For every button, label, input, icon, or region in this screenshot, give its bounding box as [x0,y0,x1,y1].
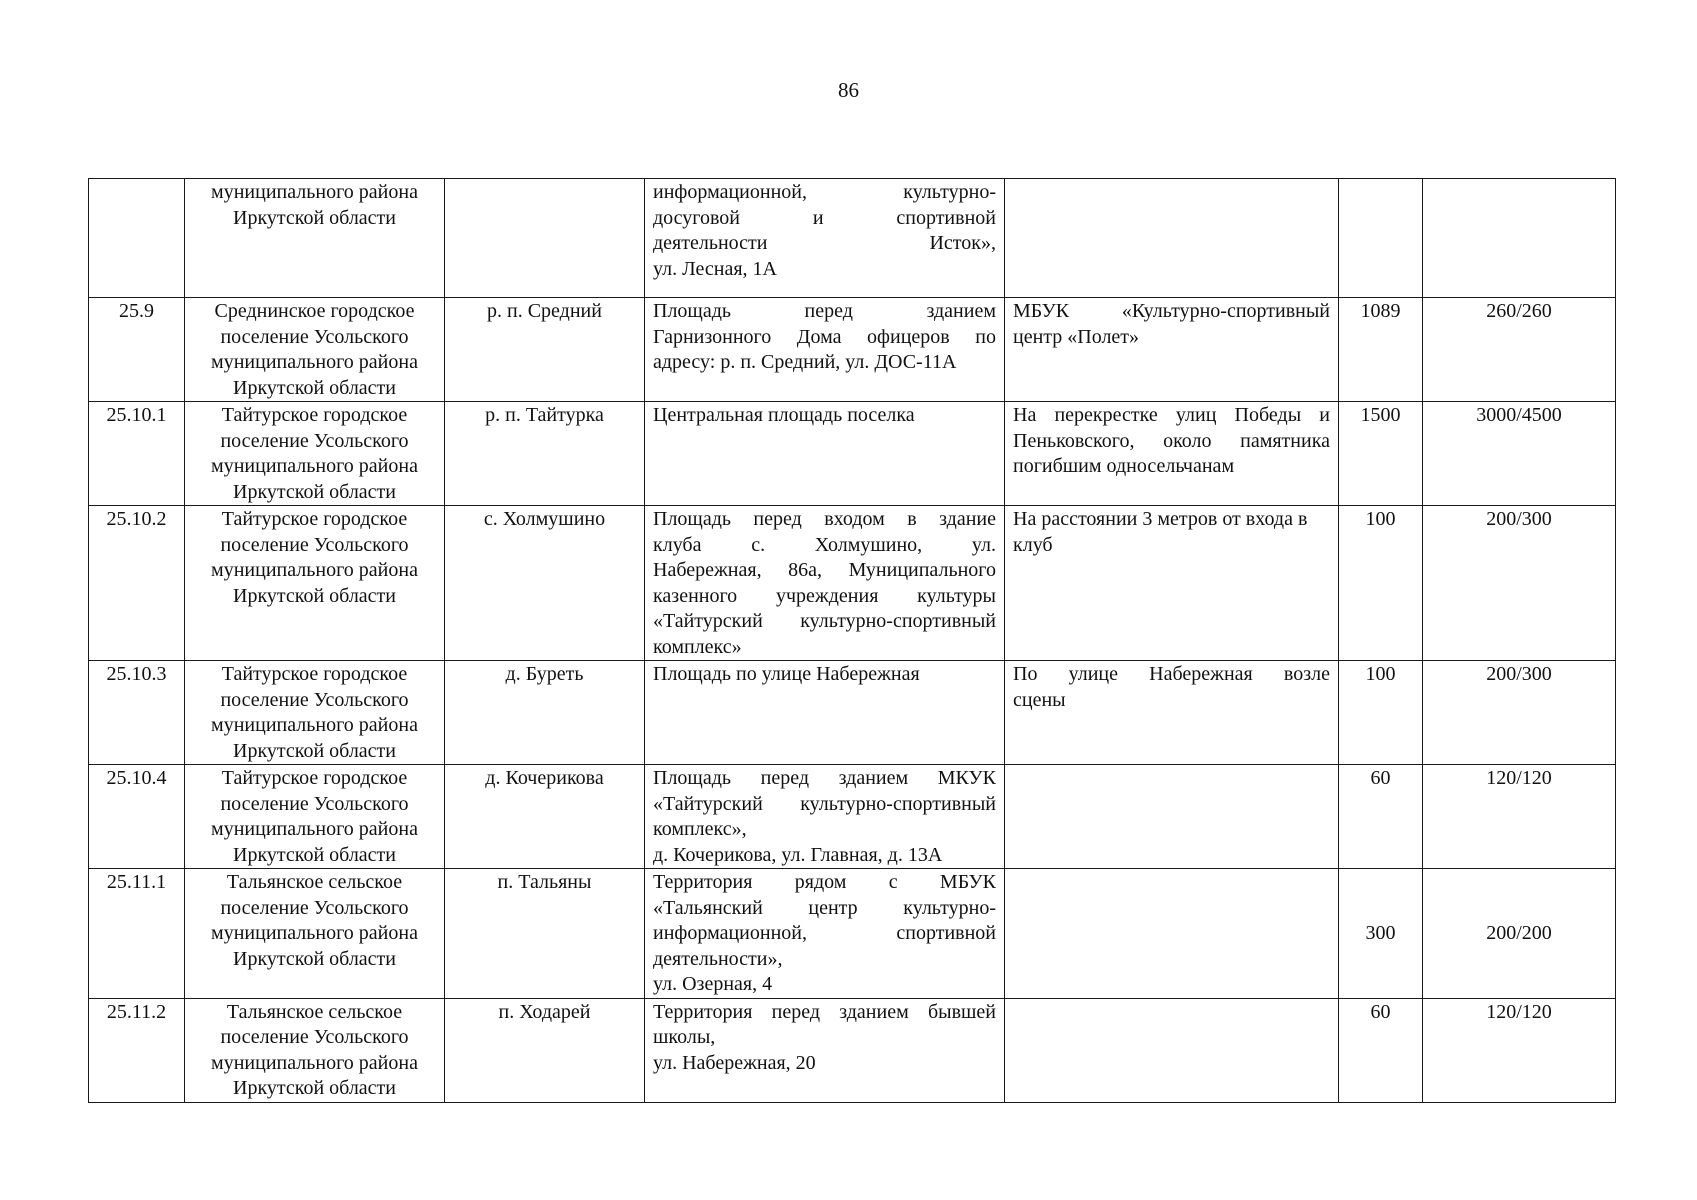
settlement-cell [185,298,445,402]
capacity-cell: 200/300 [1423,506,1616,661]
place-line: Площадь перед входом в здание [653,508,996,530]
locality-cell: д. Кочерикова [445,765,645,869]
place-cell [645,179,1005,298]
location-line: клуб [1013,533,1053,556]
area-cell: 100 [1339,506,1423,661]
settlement-line: муниципального района [211,1051,418,1074]
location-line: центр «Полет» [1013,325,1140,348]
row-number-cell [89,179,185,298]
locality-cell: р. п. Тайтурка [445,402,645,506]
settlement-line: муниципального района [211,455,418,477]
settlement-line: поселение Усольского [220,1026,409,1048]
row-number-cell: 25.9 [89,298,185,402]
location-cell [1005,179,1339,298]
settlement-line: Тайтурское городское [221,663,408,685]
place-line: деятельности Исток», [653,232,996,254]
location-line: По улице Набережная возле [1013,663,1330,685]
location-cell [1005,506,1339,661]
place-line: школы, [653,1026,716,1048]
settlement-line: муниципального района [211,181,418,203]
location-line: На расстоянии 3 метров от входа в [1013,508,1308,530]
place-line: Площадь перед зданием МКУК [653,767,996,789]
settlement-line: Тайтурское городское [221,404,408,426]
settlement-line: поселение Усольского [220,429,409,452]
table-row [89,298,1616,402]
settlement-line: Тайтурское городское [221,767,408,789]
locality-cell: п. Ходарей [445,998,645,1102]
place-line: «Тальянский центр культурно- [653,896,996,919]
place-cell [645,506,1005,661]
row-number-cell: 25.10.2 [89,506,185,661]
area-cell: 60 [1339,998,1423,1102]
place-line: Набережная, 86а, Муниципального [653,559,996,581]
place-line: адресу: р. п. Средний, ул. ДОС-11А [653,351,957,373]
location-line: сцены [1013,688,1066,711]
settlement-line: муниципального района [211,818,418,840]
place-line: ул. Набережная, 20 [653,1051,816,1074]
settlement-line: муниципального района [211,922,418,944]
place-line: комплекс» [653,635,742,658]
settlement-cell [185,661,445,765]
location-line: погибшим односельчанам [1013,455,1235,477]
place-line: ул. Озерная, 4 [653,973,773,995]
settlement-cell [185,869,445,999]
table-row [89,998,1616,1102]
table-row [89,765,1616,869]
location-cell [1005,402,1339,506]
place-cell [645,298,1005,402]
row-number-cell: 25.11.1 [89,869,185,999]
location-line: МБУК «Культурно-спортивный [1013,300,1330,322]
capacity-cell: 260/260 [1423,298,1616,402]
location-line: На перекрестке улиц Победы и [1013,404,1330,426]
table-row [89,661,1616,765]
settlement-line: поселение Усольского [220,533,409,556]
settlement-cell [185,179,445,298]
location-cell [1005,298,1339,402]
capacity-cell: 200/300 [1423,661,1616,765]
locality-cell: д. Буреть [445,661,645,765]
settlement-line: Тайтурское городское [221,508,408,530]
place-line: Центральная площадь поселка [653,404,915,426]
area-cell [1339,179,1423,298]
settlement-cell [185,402,445,506]
place-line: клуба с. Холмушино, ул. [653,533,996,556]
row-number-cell: 25.11.2 [89,998,185,1102]
place-line: «Тайтурский культурно-спортивный [653,792,996,815]
location-cell [1005,661,1339,765]
settlement-line: Тальянское сельское [226,871,403,893]
place-line: Территория перед зданием бывшей [653,1000,996,1023]
area-cell: 1500 [1339,402,1423,506]
settlement-line: Иркутской области [233,584,396,607]
place-line: информационной, культурно- [653,181,996,203]
capacity-cell [1423,179,1616,298]
table-row [89,869,1616,999]
table-row [89,179,1616,298]
capacity-cell: 120/120 [1423,765,1616,869]
settlement-line: Иркутской области [233,206,396,229]
settlement-line: муниципального района [211,351,418,373]
place-line: д. Кочерикова, ул. Главная, д. 13А [653,843,943,866]
settlement-line: Тальянское сельское [226,1000,403,1023]
settlement-line: муниципального района [211,559,418,581]
settlement-line: муниципального района [211,714,418,736]
capacity-cell: 120/120 [1423,998,1616,1102]
capacity-cell: 200/200 [1423,869,1616,999]
area-cell: 1089 [1339,298,1423,402]
place-line: досуговой и спортивной [653,206,996,229]
settlement-line: Иркутской области [233,1077,396,1099]
capacity-cell: 3000/4500 [1423,402,1616,506]
place-line: комплекс», [653,818,747,840]
settlement-cell [185,765,445,869]
settlement-cell [185,998,445,1102]
row-number-cell: 25.10.4 [89,765,185,869]
area-cell: 60 [1339,765,1423,869]
settlement-line: поселение Усольского [220,792,409,815]
settlement-line: поселение Усольского [220,325,409,348]
place-line: ул. Лесная, 1А [653,257,778,280]
settlement-line: Иркутской области [233,843,396,866]
place-cell [645,661,1005,765]
settlement-line: Иркутской области [233,376,396,399]
locality-cell: п. Тальяны [445,869,645,999]
place-line: Гарнизонного Дома офицеров по [653,325,996,348]
place-line: казенного учреждения культуры [653,584,996,607]
place-line: информационной, спортивной [653,922,996,944]
table-row [89,402,1616,506]
area-cell: 300 [1339,869,1423,999]
locality-cell: с. Холмушино [445,506,645,661]
table-row [89,506,1616,661]
settlement-line: Иркутской области [233,947,396,970]
place-cell [645,869,1005,999]
settlement-line: Иркутской области [233,480,396,503]
place-cell [645,402,1005,506]
locality-cell: р. п. Средний [445,298,645,402]
row-number-cell: 25.10.1 [89,402,185,506]
location-line: Пеньковского, около памятника [1013,429,1330,452]
place-line: «Тайтурский культурно-спортивный [653,610,996,632]
place-line: деятельности», [653,947,783,970]
place-line: Площадь по улице Набережная [653,663,920,685]
locality-cell [445,179,645,298]
settlement-cell [185,506,445,661]
location-cell [1005,765,1339,869]
place-line: Площадь перед зданием [653,300,996,322]
place-cell [645,765,1005,869]
location-cell [1005,998,1339,1102]
area-cell: 100 [1339,661,1423,765]
settlement-line: поселение Усольского [220,896,409,919]
place-cell [645,998,1005,1102]
settlement-line: поселение Усольского [220,688,409,711]
settlement-line: Иркутской области [233,739,396,762]
page-number: 86 [838,78,859,102]
events-locations-table [88,178,1616,1103]
row-number-cell: 25.10.3 [89,661,185,765]
settlement-line: Среднинское городское [214,300,415,322]
location-cell [1005,869,1339,999]
place-line: Территория рядом с МБУК [653,871,996,893]
